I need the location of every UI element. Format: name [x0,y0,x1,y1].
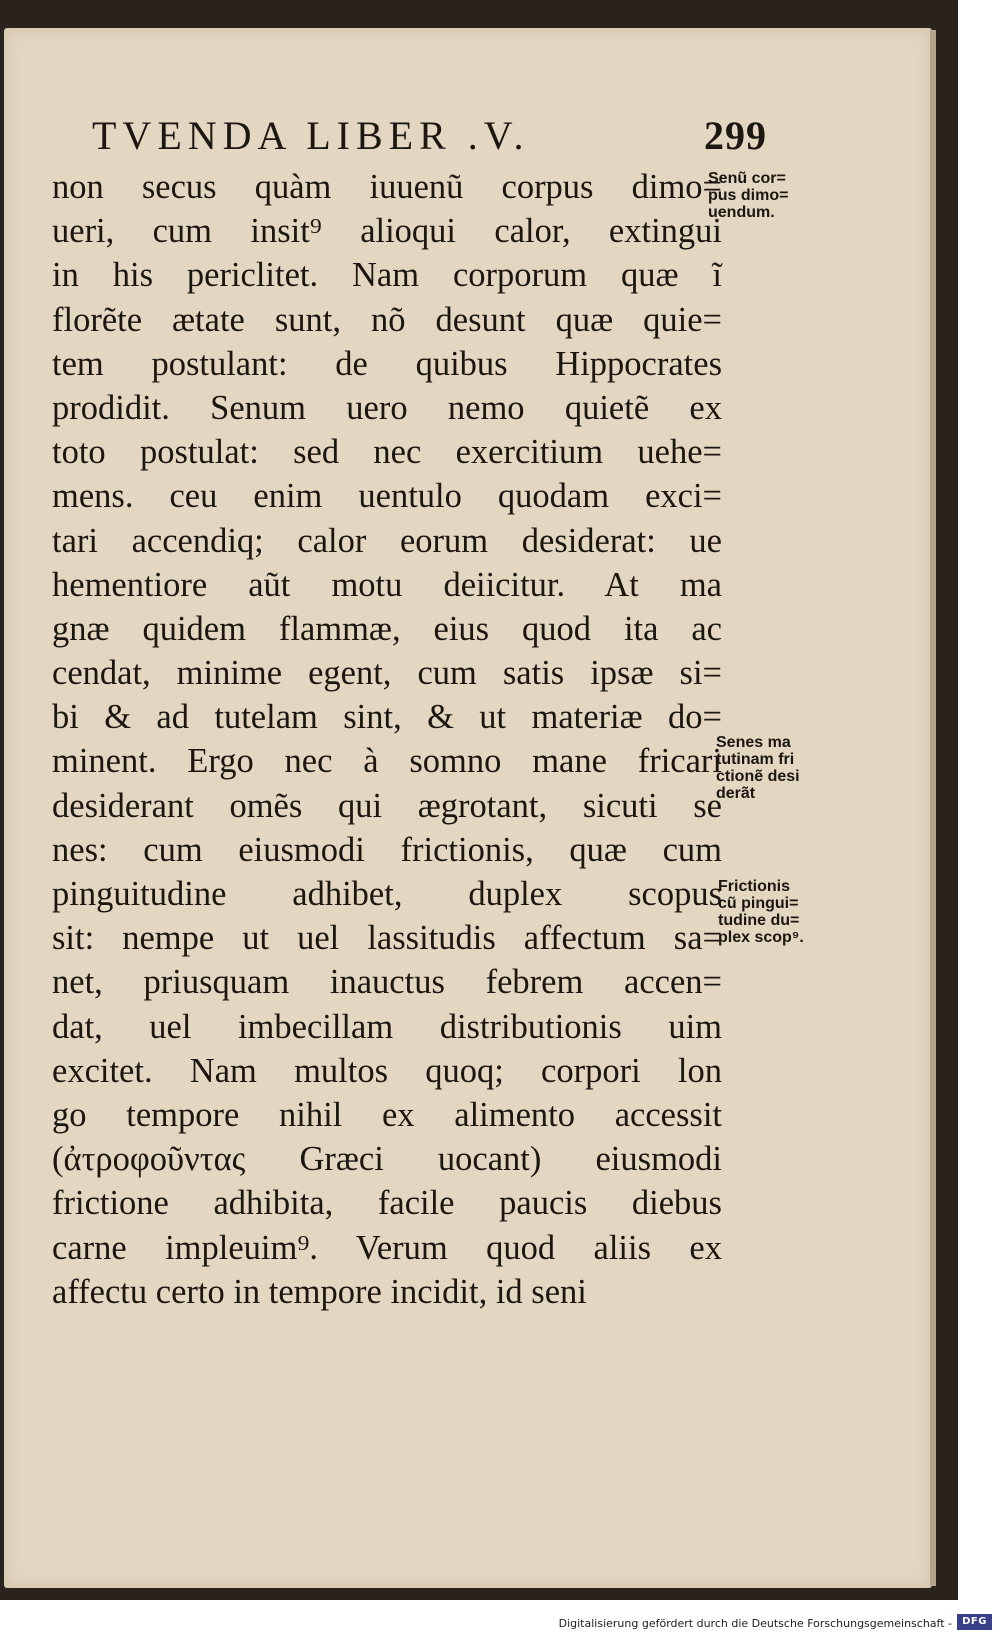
text-line: toto postulat: sed nec exercitium uehe= [52,433,722,472]
marginal-note-line: cũ pingui= [718,895,799,912]
marginal-note-line: uendum. [708,204,775,221]
text-line: frictione adhibita, facile paucis diebus [52,1184,722,1223]
text-line: desiderant omẽs qui ægrotant, sicuti se [52,786,722,825]
marginal-note [708,170,788,221]
dfg-logo: DFG [957,1614,992,1630]
marginal-note-line: derãt [716,785,756,802]
marginal-note-line: Senes ma [716,734,791,751]
text-line: hementiore aũt motu deiicitur. At ma [52,565,722,604]
text-line: florẽte ætate sunt, nõ desunt quæ quie= [52,300,722,339]
text-line: sit: nempe ut uel lassitudis affectum sa= [52,919,722,958]
running-head [92,112,792,162]
text-line: nes: cum eiusmodi frictionis, quæ cum [52,830,722,869]
text-line: ueri, cum insit⁹ alioqui calor, extingui [52,212,722,251]
marginal-note [716,734,800,802]
text-line: bi & ad tutelam sint, & ut materiæ do= [52,698,722,737]
marginal-note-line: ctionẽ desi [716,768,800,785]
digitization-credit: Digitalisierung gefördert durch die Deutsche Forschungsgemeinschaft - [558,1617,952,1630]
text-line: in his periclitet. Nam corporum quæ ĩ [52,256,722,295]
text-line: affectu certo in tempore incidit, id seni [52,1272,587,1311]
marginal-note-line: Frictionis [718,878,791,895]
running-title: TVENDA LIBER .V. [92,113,530,158]
text-line: gnæ quidem flammæ, eius quod ita ac [52,609,722,648]
text-line: prodidit. Senum uero nemo quietẽ ex [52,388,722,427]
text-line: pinguitudine adhibet, duplex scopus [52,875,722,913]
page-number: 299 [704,113,767,158]
marginal-note-line: plex scop⁹. [718,929,804,946]
text-line: carne impleuim⁹. Verum quod aliis ex [52,1228,722,1267]
text-line: excitet. Nam multos quoq; corpori lon [52,1051,722,1090]
text-line: net, priusquam inauctus febrem accen= [52,963,722,1002]
text-line: (ἀτροφοῦντας Græci uocant) eiusmodi [52,1140,722,1179]
text-line: tem postulant: de quibus Hippocrates [52,344,722,383]
text-line: tari accendiq; calor eorum desiderat: ue [52,521,722,560]
marginal-note-line: Senũ cor= [708,170,786,187]
page-edge [930,30,936,1586]
marginal-note-line: pus dimo= [708,187,789,204]
text-line: dat, uel imbecillam distributionis uim [52,1007,722,1046]
marginal-note-line: tudine du= [718,912,800,929]
text-line: go tempore nihil ex alimento accessit [52,1095,722,1134]
marginal-note [718,878,804,946]
text-line: cendat, minime egent, cum satis ipsæ si= [52,654,722,693]
marginal-note-line: tutinam fri [716,751,795,768]
text-line: minent. Ergo nec à somno mane fricari [52,742,722,781]
text-line: mens. ceu enim uentulo quodam exci= [52,477,722,516]
main-text [52,165,722,1314]
text-line: non secus quàm iuuenũ corpus dimo= [52,168,722,206]
